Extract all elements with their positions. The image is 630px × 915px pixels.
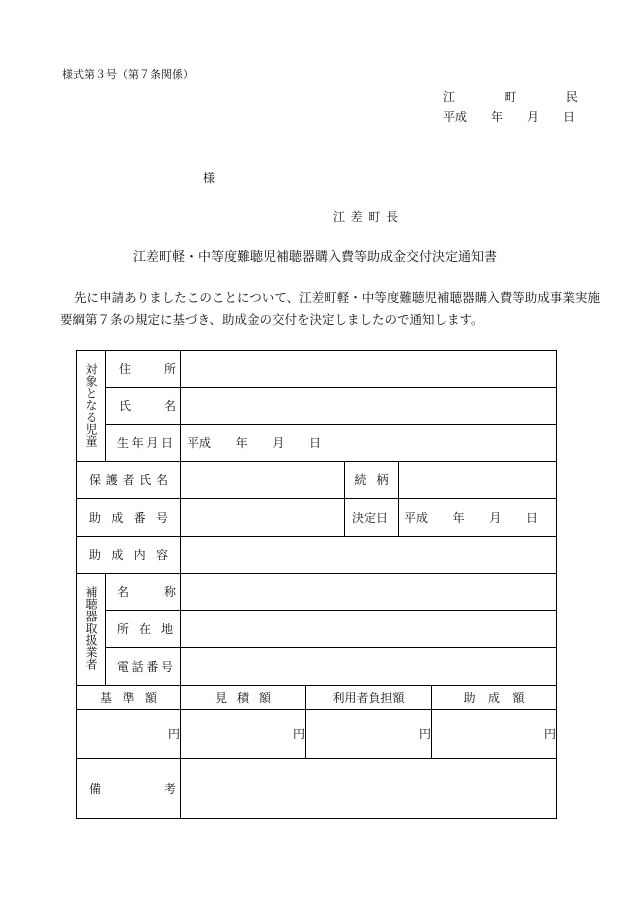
birthdate-year: 年 [235, 436, 248, 450]
issue-date-year: 年 [490, 110, 503, 124]
dealer-phone-row [77, 648, 557, 686]
child-group-cell [77, 351, 106, 462]
body-line-2: 要綱第７条の規定に基づき、助成金の交付を決定しましたので通知します。 [60, 312, 484, 327]
dealer-name-row [77, 574, 557, 611]
dealer-name-value [181, 574, 557, 611]
guardian-row [77, 462, 557, 499]
child-name-label-cell [106, 388, 181, 425]
user-share-header-cell [306, 686, 432, 710]
decision-date-label-cell [345, 499, 399, 537]
decision-date-value-cell [399, 499, 557, 537]
yen-unit: 円 [418, 727, 431, 741]
child-address-label: 住所 [119, 362, 176, 376]
relationship-value [399, 462, 557, 499]
child-birthdate-value [187, 436, 321, 450]
issue-date-era: 平成 [443, 110, 468, 124]
relationship-label: 続柄 [354, 473, 389, 487]
dealer-location-row [77, 611, 557, 648]
birthdate-month: 月 [272, 436, 285, 450]
dealer-name-label-cell [106, 574, 181, 611]
child-birthdate-value-cell [181, 425, 557, 462]
decision-date-month: 月 [489, 510, 502, 525]
decision-date-era: 平成 [404, 510, 429, 525]
relationship-label-cell [345, 462, 399, 499]
issue-date-day: 日 [562, 110, 575, 124]
estimate-amount-header-cell [181, 686, 306, 710]
issue-date [443, 110, 575, 124]
remarks-label: 備考 [89, 781, 176, 796]
grant-content-label: 助成内容 [89, 548, 168, 562]
issue-date-month: 月 [526, 110, 539, 124]
grant-number-value [181, 499, 345, 537]
grant-content-value [181, 537, 557, 574]
guardian-name-value [181, 462, 345, 499]
dealer-group-cell [77, 574, 106, 686]
standard-amount-header: 基準額 [100, 690, 157, 705]
recipient-resident-char: 江 [443, 90, 456, 104]
form-number: 様式第３号（第７条関係） [62, 68, 194, 81]
child-birthdate-label-cell [106, 425, 181, 462]
recipient-resident-char: 民 [565, 90, 578, 104]
child-birthdate-row [77, 425, 557, 462]
decision-date-label: 決定日 [352, 510, 389, 525]
child-group-label: 対象となる児童 [84, 362, 98, 447]
estimate-amount-value [181, 710, 306, 759]
dealer-location-label-cell [106, 611, 181, 648]
birthdate-era: 平成 [187, 436, 212, 450]
child-address-label-cell [106, 351, 181, 388]
grant-number-label-cell [77, 499, 181, 537]
user-share-header: 利用者負担額 [332, 690, 405, 705]
dealer-location-label: 所在地 [117, 622, 173, 636]
recipient-resident-char: 町 [504, 90, 517, 104]
child-name-row [77, 388, 557, 425]
body-line-1-wrap [74, 291, 600, 305]
estimate-amount-header: 見積額 [215, 690, 271, 705]
user-share-value [306, 710, 432, 759]
yen-unit: 円 [292, 727, 305, 741]
remarks-label-cell [77, 759, 181, 819]
guardian-name-label-cell [77, 462, 181, 499]
dealer-phone-label: 電話番号 [117, 659, 173, 674]
standard-amount-header-cell [77, 686, 181, 710]
dealer-name-label: 名称 [117, 585, 176, 599]
yen-unit: 円 [167, 727, 180, 741]
remarks-row [77, 759, 557, 819]
dealer-group-label: 補聴器取扱業者 [84, 586, 98, 670]
amount-value-row [77, 710, 557, 759]
decision-date-value [404, 511, 538, 525]
grant-content-label-cell [77, 537, 181, 574]
issuer-name: 江差町長 [333, 210, 398, 224]
amount-header-row [77, 686, 557, 710]
grant-number-row [77, 499, 557, 537]
decision-date-day: 日 [525, 510, 538, 525]
standard-amount-value [77, 710, 181, 759]
document-title: 江差町軽・中等度難聴児補聴器購入費等助成金交付決定通知書 [132, 250, 497, 265]
remarks-value [181, 759, 557, 819]
grant-amount-header: 助成額 [463, 690, 525, 705]
grant-amount-value [432, 710, 557, 759]
child-address-value [181, 351, 557, 388]
grant-content-row [77, 537, 557, 574]
decision-date-year: 年 [452, 510, 465, 525]
dealer-location-value [181, 611, 557, 648]
guardian-name-label: 保護者氏名 [89, 473, 168, 487]
recipient-resident-line [443, 90, 578, 104]
grant-detail-table [76, 350, 557, 819]
addressee-suffix: 様 [203, 171, 216, 185]
child-name-label: 氏名 [119, 399, 176, 413]
dealer-phone-value [181, 648, 557, 686]
grant-number-label: 助成番号 [89, 510, 168, 525]
body-line-1: 先に申請ありましたこのことについて、江差町軽・中等度難聴児補聴器購入費等助成事業実施 [74, 290, 600, 305]
birthdate-day: 日 [308, 436, 321, 450]
grant-amount-header-cell [432, 686, 557, 710]
yen-unit: 円 [544, 727, 557, 741]
child-address-row [77, 351, 557, 388]
child-name-value [181, 388, 557, 425]
issuer-block [333, 210, 398, 224]
dealer-phone-label-cell [106, 648, 181, 686]
child-birthdate-label: 生年月日 [117, 436, 173, 450]
